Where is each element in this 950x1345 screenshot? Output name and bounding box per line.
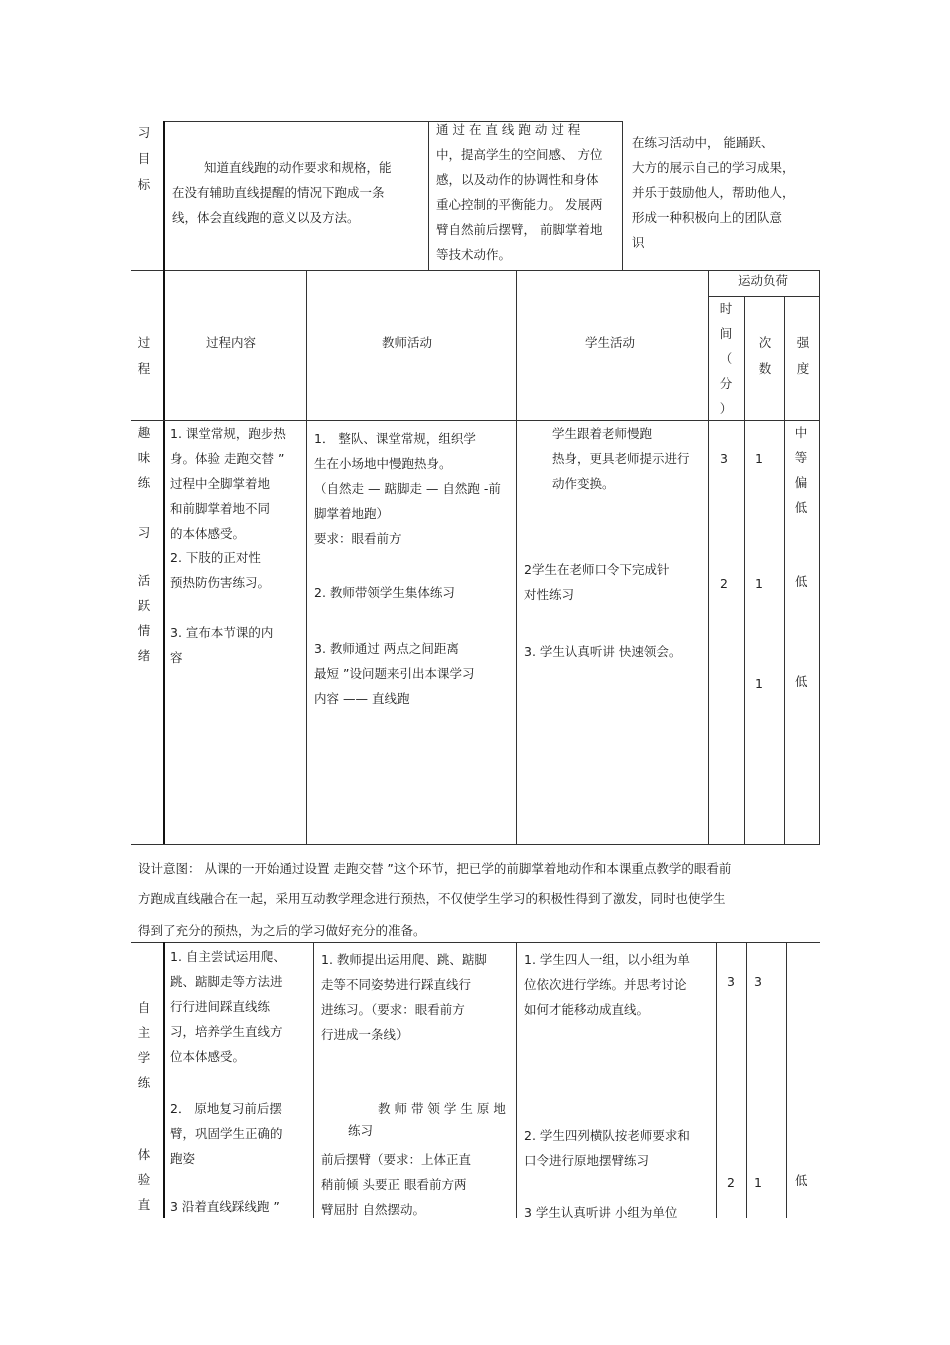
header-count <box>755 330 775 382</box>
left-thick-border-1 <box>163 121 165 270</box>
section2-time-a: 3 <box>727 974 735 989</box>
header-count-char: 次 <box>758 335 772 350</box>
section2-student-groups: 1. 学生四人一组，以小组为单 位依次进行学练。并思考讨论 如何才能移动成直线。 <box>524 952 690 1017</box>
objectives-divider-2 <box>622 121 623 270</box>
section2-content-armswing: 2． 原地复习前后摆 臂，巩固学生正确的 跑姿 <box>170 1101 283 1166</box>
section1-count-b: 1 <box>755 576 763 591</box>
section1-count-a: 1 <box>755 451 763 466</box>
section2-label-self-study <box>134 995 154 1095</box>
section1-label-char: 情 <box>137 623 151 638</box>
section2-teacher-crawl: 1. 教师提出运用爬、跳、踮脚 走等不同姿势进行踩直线行 进练习。（要求：眼看前方 行进成一条线） <box>321 952 487 1042</box>
section2-label-char: 学 <box>137 1050 151 1065</box>
section1-content-announce: 3. 宣布本节课的内 容 <box>170 625 274 665</box>
section1-label-char: 练 <box>137 475 151 490</box>
objective-attitude: 在练习活动中， 能踊跃、 大方的展示自己的学习成果， 并乐于鼓励他人，帮助他人， 形成一种积极向上的团队意 识 <box>632 135 795 250</box>
objective-skill: 通 过 在 直 线 跑 动 过 程 中，提高学生的空间感、 方位 感，以及动作的协调性和身体 重心控制的平衡能力。 发展两 臂自然前后摆臂， 前脚掌着地 等技术动作。 <box>436 122 603 262</box>
left-thick-border-3 <box>163 942 165 1218</box>
header-content: 过程内容 <box>206 335 257 350</box>
section2-label-char: 自 <box>137 1000 151 1015</box>
section2-label-char: 主 <box>137 1025 151 1040</box>
section1-label-active <box>134 568 154 668</box>
section1-intensity-char: 等 <box>794 450 808 465</box>
header-divider-intensity <box>784 296 785 844</box>
header-time <box>716 296 736 421</box>
section2-count-a: 3 <box>754 974 762 989</box>
section1-label-char: 趣 <box>137 425 151 440</box>
section2-content-linerun: 3 沿着直线踩线跑 ” <box>170 1199 280 1214</box>
section2-teacher-lead-1: 教 师 带 领 学 生 原 地 <box>378 1101 506 1116</box>
design-intent-line-1: 设计意图： 从课的一开始通过设置 走跑交替 ”这个环节，把已学的前脚掌着地动作和本课重点教学的眼看前 <box>138 861 732 876</box>
process-label <box>134 330 154 382</box>
process-label-char: 过 <box>137 335 151 350</box>
header-divider-student <box>516 270 517 844</box>
objectives-label-char: 标 <box>137 177 151 192</box>
section1-intensity-b: 低 <box>795 574 808 589</box>
section2-label-char: 验 <box>137 1172 151 1187</box>
design-intent-line-2: 方跑成直线融合在一起，采用互动教学理念进行预热，不仅使学生学习的积极性得到了激发，同时也使学生 <box>138 891 726 906</box>
section2-intensity-b: 低 <box>795 1173 808 1188</box>
header-time-char: 时 <box>719 301 733 316</box>
header-teacher: 教师活动 <box>382 335 433 350</box>
header-intensity-char: 强 <box>796 335 810 350</box>
objectives-divider-1 <box>428 121 429 270</box>
section1-teacher-intro: 3. 教师通过 两点之间距离 最短 ”设问题来引出本课学习 内容 —— 直线跑 <box>314 641 475 706</box>
section1-teacher-warmup: 1． 整队、课堂常规，组织学 生在小场地中慢跑热身。 （自然走 — 踮脚走 — 自然跑 -前 脚掌着地跑） 要求：眼看前方 <box>314 431 501 546</box>
section1-student-warmup: 学生跟着老师慢跑 热身，更具老师提示进行 动作变换。 <box>552 426 690 491</box>
section1-label-char: 活 <box>137 573 151 588</box>
section2-count-b: 1 <box>754 1175 762 1190</box>
section2-divider-student <box>516 942 517 1218</box>
section1-label-char: 跃 <box>137 598 151 613</box>
section1-count-c: 1 <box>755 676 763 691</box>
section2-label-char: 练 <box>137 1075 151 1090</box>
objectives-label-char: 目 <box>137 151 151 166</box>
header-load: 运动负荷 <box>738 273 789 288</box>
section2-content-crawl: 1. 自主尝试运用爬、 跳、踮脚走等方法进 行行进间踩直线练 习，培养学生直线方 位本体感受。 <box>170 949 286 1064</box>
section1-label-char: 味 <box>137 450 151 465</box>
section2-time-b: 2 <box>727 1175 735 1190</box>
section1-time-b: 2 <box>720 576 728 591</box>
section2-divider-count <box>746 942 747 1218</box>
section1-time-a: 3 <box>720 451 728 466</box>
section2-student-listen: 3 学生认真听讲 小组为单位 <box>524 1205 678 1220</box>
header-intensity <box>793 330 813 382</box>
section1-label-char: 绪 <box>137 648 151 663</box>
section2-teacher-armswing: 前后摆臂（要求：上体正直 稍前倾 头要正 眼看前方两 臂屈肘 自然摆动。 <box>321 1152 472 1217</box>
process-label-char: 程 <box>137 361 151 376</box>
header-divider-teacher <box>306 270 307 844</box>
section1-content-warmup: 1. 课堂常规，跑步热 身。体验 走跑交替 ” 过程中全脚掌着地 和前脚掌着地不同 的本体感受。 <box>170 426 286 541</box>
design-intent-line-3: 得到了充分的预热，为之后的学习做好充分的准备。 <box>138 923 426 938</box>
section2-divider-teacher <box>313 942 314 1218</box>
section1-label-char: 习 <box>137 525 151 540</box>
section1-intensity-char: 低 <box>794 500 808 515</box>
section1-student-listen: 3. 学生认真听讲 快速领会。 <box>524 644 682 659</box>
section1-student-practice: 2学生在老师口令下完成针 对性练习 <box>524 562 670 602</box>
section1-intensity-char: 中 <box>794 425 808 440</box>
objectives-bottom-border <box>131 270 820 271</box>
header-divider-count <box>744 296 745 844</box>
header-count-char: 数 <box>758 361 772 376</box>
header-right-border <box>819 270 820 844</box>
section2-label-experience <box>134 1142 154 1217</box>
section1-intensity-a <box>791 420 811 520</box>
header-divider-time <box>708 270 709 844</box>
header-intensity-char: 度 <box>796 361 810 376</box>
section2-teacher-lead-2: 练习 <box>348 1123 374 1138</box>
section1-intensity-char: 偏 <box>794 475 808 490</box>
section2-student-armswing: 2. 学生四列横队按老师要求和 口令进行原地摆臂练习 <box>524 1128 690 1168</box>
objective-knowledge: 知道直线跑的动作要求和规格，能 在没有辅助直线提醒的情况下跑成一条 线，体会直线跑的意义以及方法。 <box>172 160 392 225</box>
section1-teacher-lead: 2. 教师带领学生集体练习 <box>314 585 455 600</box>
objectives-label <box>134 120 154 198</box>
objectives-label-char: 习 <box>137 125 151 140</box>
header-time-char: ） <box>719 401 733 416</box>
left-thick-border-2 <box>163 270 165 844</box>
header-student: 学生活动 <box>585 335 636 350</box>
section2-label-char: 直 <box>137 1197 151 1212</box>
section2-label-char: 体 <box>137 1147 151 1162</box>
header-time-char: （ <box>719 351 733 366</box>
section2-divider-time <box>716 942 717 1218</box>
header-time-char: 间 <box>719 326 733 341</box>
section2-divider-intensity <box>786 942 787 1218</box>
section1-content-prevention: 2. 下肢的正对性 预热防伤害练习。 <box>170 550 271 590</box>
section1-intensity-c: 低 <box>795 674 808 689</box>
section1-label-fun <box>134 420 154 545</box>
header-time-char: 分 <box>719 376 733 391</box>
section1-bottom-border <box>131 844 820 845</box>
section1-label-char <box>134 495 154 520</box>
